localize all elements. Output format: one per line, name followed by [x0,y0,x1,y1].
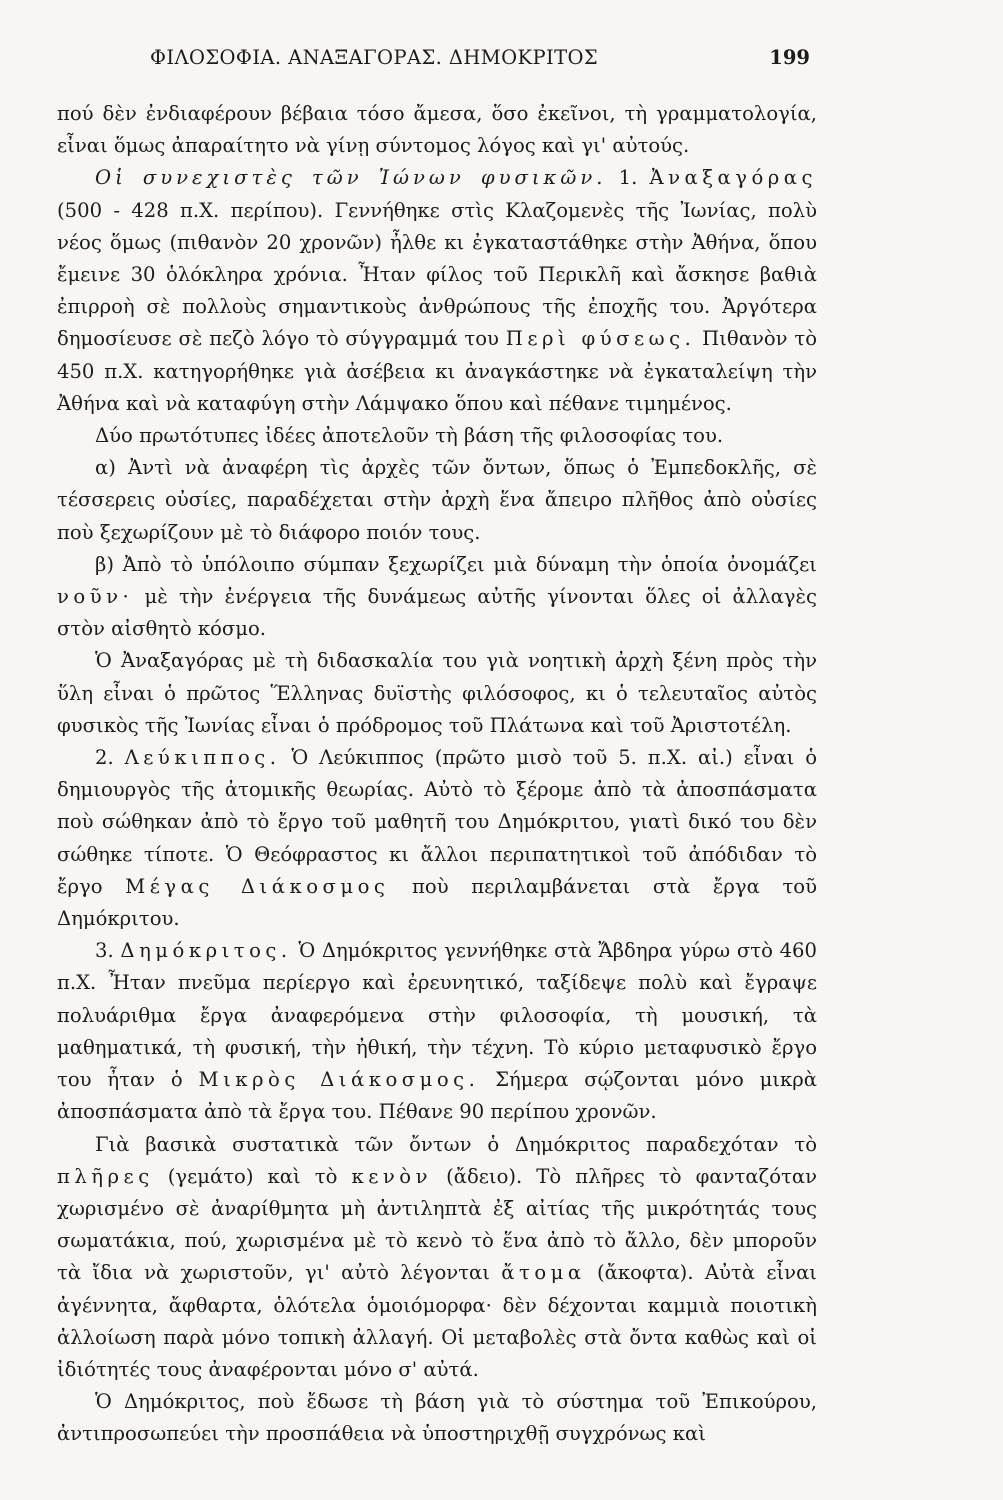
paragraph-text: Ὁ Λεύκιππος (πρῶτο μισὸ τοῦ 5. π.Χ. αἰ.) εἶναι ὁ δημιουργὸς τῆς ἀτομικῆς θεωρίας. Αὐτὸ τὸ ξέρομε ἀπὸ τὰ ἀποσπάσματα ποὺ σώθηκαν ἀπὸ τὸ ἔργο τοῦ μαθητῆ του Δημόκριτου, γιατὶ δικό του δὲν σώθηκε τίποτε. Ὁ Θεόφραστος κι ἄλλοι περιπατητικοὶ τοῦ ἀπόδιδαν τὸ ἔργο [57,746,817,898]
paragraph-idea-b [57,549,817,646]
section-heading: Οἱ συνεχιστὲς τῶν Ἰώνων φυσικῶν. [95,166,607,190]
work-title: Μέγας Διάκοσμος [125,874,390,898]
body-text [57,98,817,1451]
work-title: Μικρὸς Διάκοσμος. [198,1068,480,1092]
philosopher-name: Ἀναξαγόρας [649,166,817,190]
paragraph-anaxagoras [57,162,817,420]
philosopher-name: Λεύκιππος. [124,746,281,770]
item-number: 3. [95,939,114,963]
paragraph-text: Γιὰ βασικὰ συστατικὰ τῶν ὄντων ὁ Δημόκριτος παραδεχόταν τὸ [95,1132,817,1156]
page-number: 199 [769,46,810,69]
paragraph-text: (ἄκοφτα). Αὐτὰ εἶναι ἀγέννητα, ἄφθαρτα, ὁλότελα ὁμοιόμορφα· δὲν δέχονται καμμιὰ ποιοτικὴ ἀλλοίωση παρὰ μόνο τοπικὴ ἀλλαγή. Οἱ μεταβολὲς στὰ ὄντα καθὼς καὶ οἱ ἰδιότητές τους ἀναφέρονται μόνο σ' αὐτά. [57,1261,817,1381]
paragraph-text: ποὺ περιλαμβάνεται στὰ ἔργα τοῦ Δημόκριτου. [57,874,818,931]
paragraph-text: Ὁ Δημόκριτος γεννήθηκε στὰ Ἄβδηρα γύρω στὸ 460 π.Χ. Ἦταν πνεῦμα περίεργο καὶ ἐρευνητικό, ταξίδεψε πολὺ καὶ ἔγραψε πολυάριθμα ἔργα ἀναφερόμενα στὴν φιλοσοφία, τὴ μουσική, τὰ μαθηματικά, τὴ φυσική, τὴν ἠθική, τὴν τέχνη. Τὸ κύριο μεταφυσικὸ ἔργο του ἦταν ὁ [57,939,817,1092]
term-atoma: ἄτομα [501,1261,586,1285]
paragraph-text: (ἄδειο). Τὸ πλῆρες τὸ φανταζόταν χωρισμένο σὲ ἀναρίθμητα μὴ ἀντιληπτὰ ἐξ αἰτίας τῆς μικρότητάς τους σωματάκια, πού, χωρισμένα μὲ τὸ κενὸ τὸ ἕνα ἀπὸ τὸ ἄλλο, δὲν μποροῦν τὰ ἴδια νὰ χωριστοῦν, γι' αὐτὸ λέγονται [57,1164,817,1285]
paragraph-text: Πιθανὸν τὸ 450 π.Χ. κατηγορήθηκε γιὰ ἀσέβεια κι ἀναγκάστηκε νὰ ἐγκαταλείψη τὴν Ἀθήνα καὶ νὰ καταφύγη στὴν Λάμψακο ὅπου καὶ πέθανε τιμημένος. [57,327,818,415]
paragraph-dualist: Ὁ Ἀναξαγόρας μὲ τὴ διδασκαλία του γιὰ νοητικὴ ἀρχὴ ξένη πρὸς τὴν ὕλη εἶναι ὁ πρῶτος Ἕλληνας δυϊστὴς φιλόσοφος, κι ὁ τελευταῖος αὐτὸς φυσικὸς τῆς Ἰωνίας εἶναι ὁ πρόδρομος τοῦ Πλάτωνα καὶ τοῦ Ἀριστοτέλη. [57,649,817,737]
paragraph-intro-continuation: πού δὲν ἐνδιαφέρουν βέβαια τόσο ἄμεσα, ὅσο ἐκεῖνοι, τὴ γραμματολογία, εἶναι ὅμως ἀπαραίτητο νὰ γίνῃ σύντομος λόγος καὶ γι' αὐτούς. [57,102,817,158]
item-number: 2. [95,746,114,770]
paragraph-text: (500 - 428 π.Χ. περίπου). Γεννήθηκε στὶς Κλαζομενὲς τῆς Ἰωνίας, πολὺ νέος ὅμως (πιθανὸν 20 χρονῶν) ἦλθε κι ἐγκαταστάθηκε στὴν Ἀθήνα, ὅπου ἔμεινε 30 ὁλόκληρα χρόνια. Ἦταν φίλος τοῦ Περικλῆ καὶ ἄσκησε βαθιὰ ἐπιρροὴ σὲ πολλοὺς σημαντικοὺς ἀνθρώπους τῆς ἐποχῆς του. Ἀργότερα δημοσίευσε σὲ πεζὸ λόγο τὸ σύγγραμμά του [57,198,817,351]
paragraph-text: β) Ἀπὸ τὸ ὑπόλοιπο σύμπαν ξεχωρίζει μιὰ δύναμη τὴν ὁποία ὀνομάζει [95,552,817,576]
paragraph-leucippus [57,742,817,935]
term-nous: νοῦν· [57,585,134,609]
page-header [150,46,810,76]
paragraph-text: Σήμερα σῴζονται μόνο μικρὰ ἀποσπάσματα ἀπὸ τὰ ἔργα του. Πέθανε 90 περίπου χρονῶν. [57,1068,817,1124]
work-title: Περὶ φύσεως. [505,327,696,351]
running-head: ΦΙΛΟΣΟΦΙΑ. ΑΝΑΞΑΓΟΡΑΣ. ΔΗΜΟΚΡΙΤΟΣ [150,46,599,69]
paragraph-two-ideas: Δύο πρωτότυπες ἰδέες ἀποτελοῦν τὴ βάση τῆς φιλοσοφίας του. [95,424,724,448]
item-number: 1. [618,166,638,190]
term-pleres: πλῆρες [57,1164,154,1188]
paragraph-text: (γεμάτο) καὶ τὸ [167,1164,338,1188]
term-kenon: κενὸν [351,1164,433,1188]
paragraph-idea-a: α) Ἀντὶ νὰ ἀναφέρη τὶς ἀρχὲς τῶν ὄντων, ὅπως ὁ Ἐμπεδοκλῆς, σὲ τέσσερεις οὐσίες, παραδέχεται στὴν ἀρχὴ ἕνα ἄπειρο πλῆθος ἀπὸ οὐσίες ποὺ ξεχωρίζουν μὲ τὸ διάφορο ποιόν τους. [57,456,817,544]
paragraph-text: μὲ τὴν ἐνέργεια τῆς δυνάμεως αὐτῆς γίνονται ὅλες οἱ ἀλλαγὲς στὸν αἰσθητὸ κόσμο. [57,585,817,641]
paragraph-democritus [57,935,817,1128]
philosopher-name: Δημόκριτος. [120,939,292,963]
paragraph-atoms [57,1129,817,1387]
paragraph-epicurus: Ὁ Δημόκριτος, ποὺ ἔδωσε τὴ βάση γιὰ τὸ σύστημα τοῦ Ἐπικούρου, ἀντιπροσωπεύει τὴν προσπάθεια νὰ ὑποστηριχθῇ συγχρόνως καὶ [57,1390,817,1446]
